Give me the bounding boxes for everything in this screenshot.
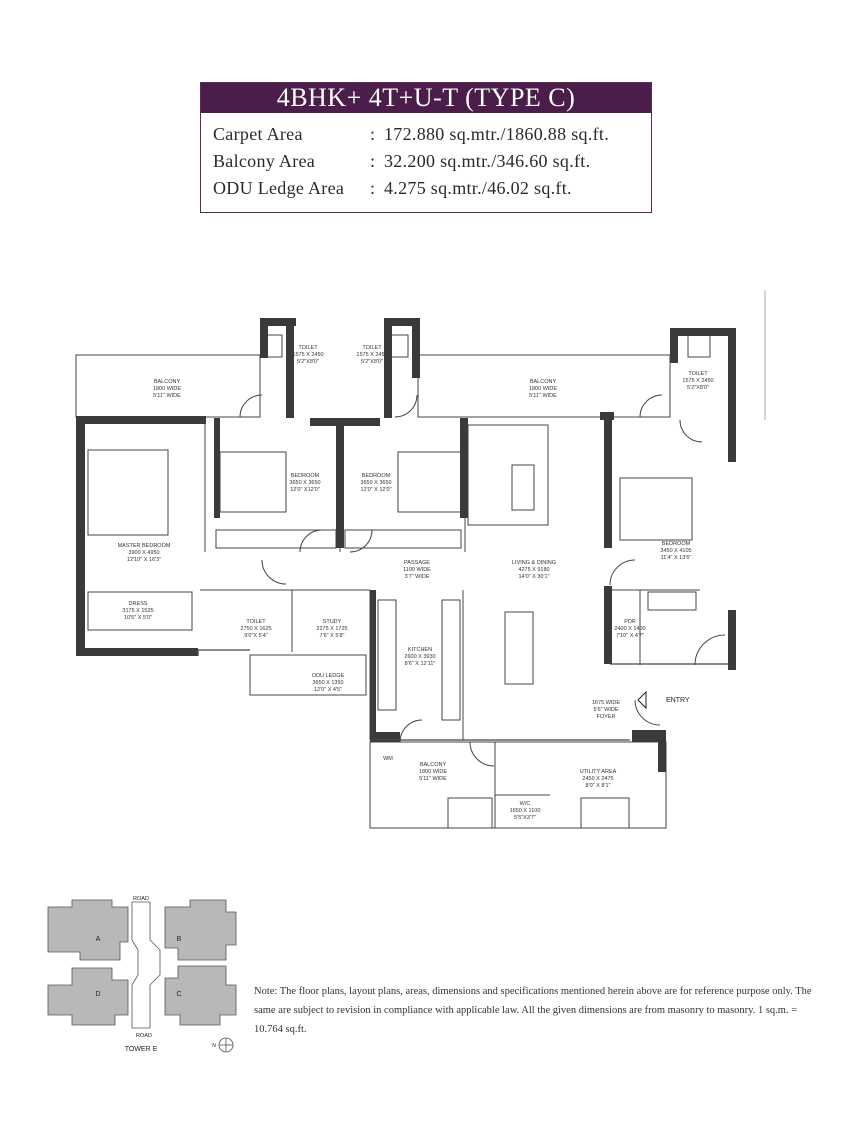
- area-label: ODU Ledge Area: [213, 178, 345, 198]
- room-dimension-imperial: 9'0"X 5'4": [244, 633, 268, 639]
- room-dimension: 1800 WIDE: [528, 386, 558, 392]
- tower-label: TOWER E: [124, 1046, 158, 1053]
- room-dimension-imperial: 14'0" X 30'1": [518, 574, 550, 580]
- road-label: ROAD: [133, 896, 149, 902]
- exterior-wall: [670, 328, 678, 363]
- area-separator: :: [370, 151, 376, 171]
- room-dimension-imperial: 12'10" X 16'3": [126, 557, 162, 563]
- room-dimension: 1650 X 1100: [509, 808, 541, 814]
- room-dimension: 2275 X 1725: [316, 626, 348, 632]
- room-dimension-imperial: 12'0" X12'0": [290, 487, 320, 493]
- block-b-shape: [165, 900, 236, 960]
- interior-wall: [214, 418, 220, 518]
- area-value: 32.200 sq.mtr./346.60 sq.ft.: [384, 151, 591, 171]
- door-swing: [470, 742, 494, 766]
- room-name: MASTER BEDROOM: [117, 543, 171, 549]
- room-dimension-imperial: 5'5"X3'7": [514, 815, 536, 821]
- room-name: W/C: [519, 801, 531, 807]
- room-dimension-imperial: 5'2"X8'0": [687, 385, 709, 391]
- wardrobe: [648, 592, 696, 610]
- disclaimer-note: Note: The floor plans, layout plans, areas, dimensions and specifications mentioned herein above are for reference purpose only. The same are subject to revision in compliance with applicable law. All the given dimensions are from masonry to masonry. 1 sq.m. = 10.764 sq.ft.: [254, 986, 812, 1035]
- room-dimension: 1575 X 2450: [356, 352, 388, 358]
- area-label: Carpet Area: [213, 124, 303, 144]
- block-d-shape: [48, 968, 128, 1025]
- exterior-wall: [728, 328, 736, 462]
- coffee-table: [512, 465, 534, 510]
- master-bed: [88, 450, 168, 535]
- room-dimension: 1800 WIDE: [418, 769, 448, 775]
- door-swing: [610, 560, 635, 585]
- room-dimension-imperial: 5'11" WIDE: [153, 393, 181, 399]
- area-separator: :: [370, 124, 376, 144]
- room-name: PASSAGE: [404, 560, 430, 566]
- room-dimension-imperial: 5'11" WIDE: [419, 776, 447, 782]
- room-name: BALCONY: [419, 762, 447, 768]
- room-name: TOILET: [362, 345, 382, 351]
- room-dimension-imperial: 5'11" WIDE: [529, 393, 557, 399]
- interior-wall: [310, 418, 380, 426]
- washing-machine-label: WM: [383, 756, 393, 762]
- door-swing: [262, 560, 286, 584]
- room-dimension: 3175 X 1525: [122, 608, 154, 614]
- key-plan: [48, 896, 236, 1053]
- interior-wall: [604, 586, 612, 664]
- room-name: FOYER: [596, 714, 616, 720]
- room-dimension: 3650 X 3650: [289, 480, 321, 486]
- foyer-width: 1675 WIDE: [591, 700, 621, 706]
- room-dimension-imperial: 5'2"X8'0": [361, 359, 383, 365]
- room-dimension-imperial: 11'4" X 13'6": [660, 555, 692, 561]
- shaft: [581, 798, 629, 828]
- bed: [220, 452, 286, 512]
- room-dimension: 1575 X 2450: [292, 352, 324, 358]
- room-dimension: 1800 WIDE: [152, 386, 182, 392]
- exterior-wall: [412, 318, 420, 378]
- block-a-shape: [48, 900, 128, 960]
- block-label: D: [95, 991, 101, 998]
- entry-arrow-icon: [638, 692, 646, 708]
- room-dimension-imperial: 10'5" X 5'0": [123, 615, 153, 621]
- room-dimension: 3650 X 1350: [312, 680, 344, 686]
- unit-type-title: 4BHK+ 4T+U-T (TYPE C): [201, 83, 651, 113]
- room-dimension-imperial: 8'6" X 12'11": [404, 661, 436, 667]
- sofa-set: [468, 425, 548, 525]
- room-name: PDR: [624, 619, 636, 625]
- door-swing: [350, 530, 372, 552]
- room-name: UTILITY AREA: [579, 769, 617, 775]
- room-dimension: 3650 X 3650: [360, 480, 392, 486]
- room-name: BALCONY: [529, 379, 557, 385]
- room-dimension-imperial: 8'0" X 8'1": [585, 783, 611, 789]
- door-swing: [240, 395, 262, 417]
- room-name: BALCONY: [153, 379, 181, 385]
- area-value: 172.880 sq.mtr./1860.88 sq.ft.: [384, 124, 610, 144]
- entry-label: ENTRY: [666, 697, 690, 704]
- room-dimension: 1575 X 2450: [682, 378, 714, 384]
- room-name: KITCHEN: [407, 647, 433, 653]
- bed: [620, 478, 692, 540]
- area-label: Balcony Area: [213, 151, 316, 171]
- odu-ledge-outline: [250, 655, 366, 695]
- wardrobe: [216, 530, 336, 548]
- interior-wall: [460, 418, 468, 518]
- room-name: ODU LEDGE: [311, 673, 345, 679]
- exterior-wall: [76, 416, 85, 656]
- exterior-wall: [384, 318, 392, 418]
- door-swing: [400, 720, 422, 742]
- exterior-wall: [632, 730, 666, 742]
- room-dimension-imperial: 5'2"X8'0": [297, 359, 319, 365]
- room-name: BEDROOM: [361, 473, 391, 479]
- door-swing: [695, 635, 725, 665]
- kitchen-counter: [442, 600, 460, 720]
- room-name: TOILET: [298, 345, 318, 351]
- kitchen-counter: [378, 600, 396, 710]
- room-dimension: 3450 X 4105: [660, 548, 692, 554]
- block-label: B: [176, 936, 182, 943]
- road-outline: [132, 902, 160, 1028]
- exterior-wall: [286, 318, 294, 418]
- shaft: [688, 335, 710, 357]
- room-dimension-imperial: 7'6" X 5'8": [319, 633, 345, 639]
- room-name: TOILET: [246, 619, 266, 625]
- room-dimension-imperial: 3'7" WIDE: [404, 574, 430, 580]
- interior-wall: [604, 418, 612, 548]
- exterior-wall: [658, 742, 666, 772]
- shaft: [448, 798, 492, 828]
- wall-line: [198, 650, 250, 656]
- block-label: A: [95, 936, 101, 943]
- room-dimension-imperial: 12'0" X 4'5": [313, 687, 343, 693]
- room-name: BEDROOM: [290, 473, 320, 479]
- room-name: BEDROOM: [661, 541, 691, 547]
- room-dimension-imperial: 12'0" X 12'0": [360, 487, 392, 493]
- room-dimension: 2450 X 2475: [582, 776, 614, 782]
- room-dimension: 2400 X 1400: [614, 626, 646, 632]
- interior-wall: [370, 590, 376, 740]
- foyer-width-imperial: 5'6" WIDE: [593, 707, 619, 713]
- road-label: ROAD: [136, 1033, 152, 1039]
- dining-table: [505, 612, 533, 684]
- room-name: TOILET: [688, 371, 708, 377]
- block-label: C: [176, 991, 182, 998]
- room-dimension: 3900 X 4950: [128, 550, 160, 556]
- bed: [398, 452, 464, 512]
- room-dimension: 2600 X 3930: [404, 654, 436, 660]
- exterior-wall: [260, 318, 268, 358]
- exterior-wall: [76, 416, 206, 424]
- area-separator: :: [370, 178, 376, 198]
- exterior-wall: [76, 648, 198, 656]
- door-swing: [395, 395, 417, 417]
- area-value: 4.275 sq.mtr./46.02 sq.ft.: [384, 178, 572, 198]
- room-dimension: 1100 WIDE: [403, 567, 431, 573]
- door-swing: [680, 420, 702, 442]
- wardrobe: [345, 530, 461, 548]
- north-label: N: [212, 1043, 216, 1049]
- interior-wall: [336, 418, 344, 548]
- door-swing: [300, 530, 322, 552]
- room-name: STUDY: [322, 619, 342, 625]
- room-dimension: 2750 X 1625: [240, 626, 272, 632]
- room-dimension: 4275 X 9180: [518, 567, 550, 573]
- exterior-wall: [728, 610, 736, 670]
- room-name: DRESS: [128, 601, 148, 607]
- entry-door-swing: [635, 700, 660, 725]
- room-name: LIVING & DINING: [511, 560, 557, 566]
- door-swing: [640, 395, 662, 417]
- exterior-wall: [670, 328, 736, 336]
- room-dimension-imperial: 7'10" X 4'7": [615, 633, 645, 639]
